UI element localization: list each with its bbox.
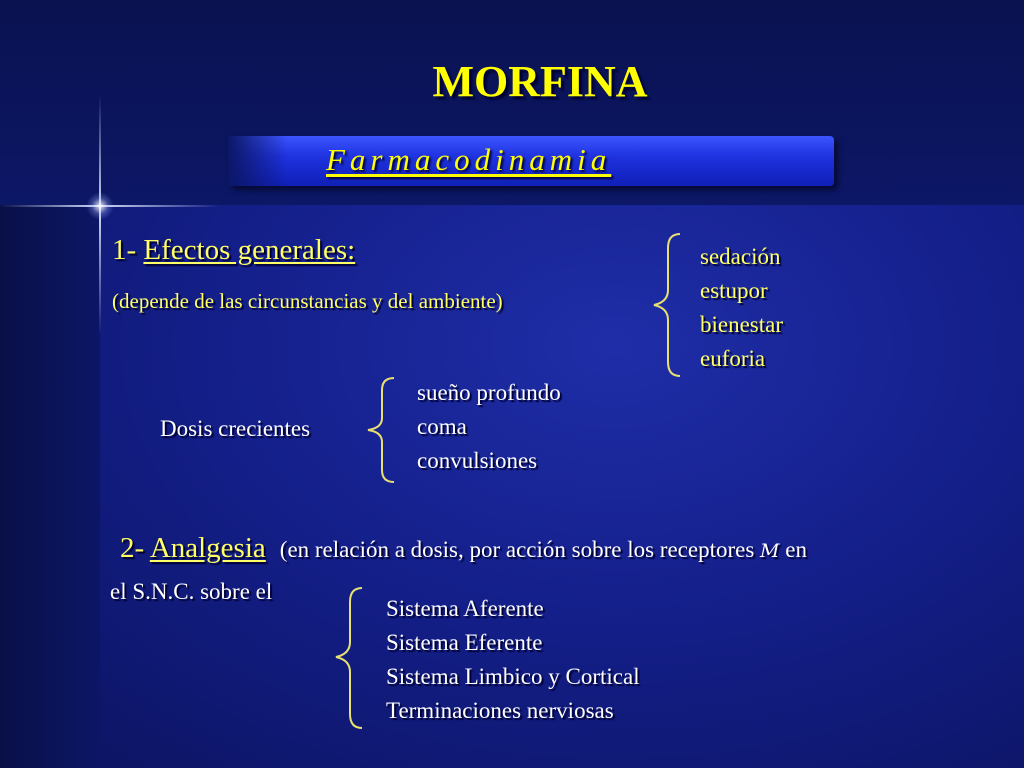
dose-label: Dosis crecientes: [160, 416, 311, 441]
section2-description: (en relación a dosis, por acción sobre los receptores: [279, 537, 761, 562]
section1-heading: [112, 234, 355, 267]
systems-list: [386, 592, 640, 728]
effect-item: euforia: [700, 346, 766, 371]
effect-item: bienestar: [700, 312, 784, 337]
section2-title: Analgesia: [149, 532, 266, 564]
effects-list: [700, 240, 783, 376]
slide-title: MORFINA: [432, 57, 648, 106]
brace-systems: [330, 584, 370, 732]
subtitle-bar-fade: [228, 136, 288, 186]
system-item: Sistema Limbico y Cortical: [386, 664, 640, 689]
system-item: Sistema Aferente: [386, 596, 544, 621]
section2-line: [120, 532, 807, 565]
system-item: Terminaciones nerviosas: [386, 698, 614, 723]
section2-number: 2-: [120, 532, 150, 564]
effect-item: estupor: [700, 278, 768, 303]
section1-number: 1-: [112, 234, 144, 266]
star-flare-glow: [86, 192, 114, 220]
receptor-symbol: M: [760, 540, 780, 562]
brace-dose: [362, 374, 402, 486]
dose-effect-item: sueño profundo: [417, 380, 561, 405]
section2-description-end: en: [779, 537, 807, 562]
brace-effects: [648, 230, 688, 380]
left-band: [0, 205, 100, 768]
effect-item: sedación: [700, 244, 781, 269]
section1-note: (depende de las circunstancias y del ambiente): [112, 289, 503, 313]
slide-subtitle: Farmacodinamia: [326, 142, 612, 177]
dose-effect-item: convulsiones: [417, 448, 538, 473]
system-item: Sistema Eferente: [386, 630, 543, 655]
section2-continuation: el S.N.C. sobre el: [110, 579, 273, 604]
section1-title: Efectos generales:: [143, 234, 356, 266]
dose-effects-list: [417, 376, 561, 478]
dose-effect-item: coma: [417, 414, 467, 439]
